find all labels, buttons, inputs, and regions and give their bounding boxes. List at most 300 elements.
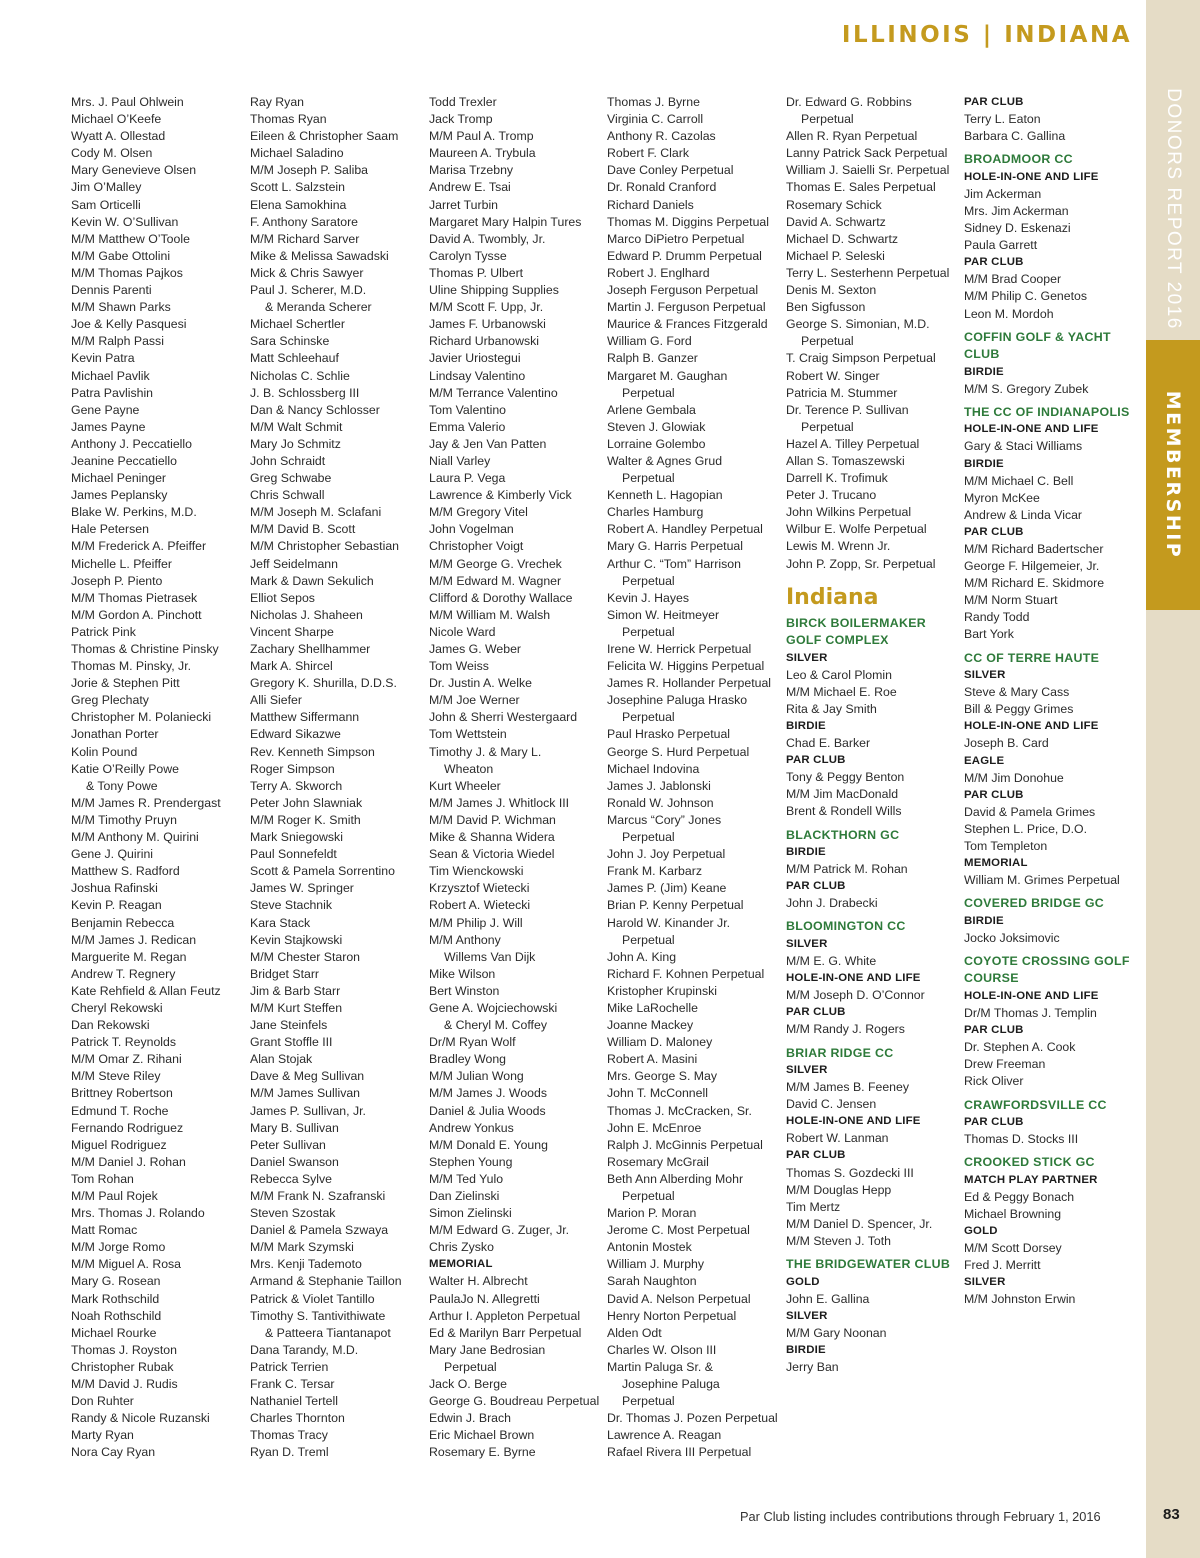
donor-name: Mike Wilson [429, 966, 496, 981]
donor-name-continued: Perpetual [801, 112, 854, 127]
donor-name: Mrs. J. Paul Ohlwein [71, 95, 184, 109]
donor-name: M/M S. Gregory Zubek [964, 381, 1089, 396]
donor-name: John E. Gallina [786, 1291, 870, 1306]
donor-name: James Payne [71, 419, 146, 434]
donor-name: Robert J. Englhard [607, 265, 710, 280]
donor-name: PaulaJo N. Allegretti [429, 1291, 540, 1306]
side-section-tab [1146, 340, 1200, 610]
donor-name: Bridget Starr [250, 966, 320, 981]
donor-name: M/M James J. Whitlock III [429, 795, 570, 810]
donor-name: Jarret Turbin [429, 197, 499, 212]
donor-name: Ed & Peggy Bonach [964, 1189, 1075, 1204]
giving-level-heading: GOLD [786, 1275, 820, 1288]
donor-name: M/M Chester Staron [250, 949, 361, 964]
donor-name: Andrew E. Tsai [429, 180, 511, 195]
donor-name: Carolyn Tysse [429, 248, 507, 263]
donor-name: M/M Gordon A. Pinchott [71, 607, 202, 622]
donor-name-continued: Wheaton [444, 761, 494, 776]
giving-level-heading: SILVER [786, 651, 828, 664]
donor-name: M/M Joseph P. Saliba [250, 163, 369, 178]
donor-name: Matt Schleehauf [250, 351, 339, 366]
donor-name: Thomas M. Diggins Perpetual [607, 214, 769, 229]
donor-name: Paul J. Scherer, M.D. [250, 283, 367, 298]
donor-name: Blake W. Perkins, M.D. [71, 505, 197, 520]
donor-name: Daniel & Julia Woods [429, 1103, 546, 1118]
page-number: 83 [1163, 1506, 1180, 1523]
donor-name: Allan S. Tomaszewski [786, 453, 905, 468]
donor-name: Tony & Peggy Benton [786, 770, 905, 785]
donor-name: Elena Samokhina [250, 197, 347, 212]
donor-name: Irene W. Herrick Perpetual [607, 642, 752, 656]
donor-name: Peter J. Trucano [786, 488, 877, 503]
donor-name: Gene Payne [71, 402, 140, 417]
club-heading: COYOTE CROSSING GOLF COURSE [964, 953, 1130, 986]
donor-name: Jim O’Malley [71, 180, 142, 195]
side-report-cell [1146, 80, 1200, 338]
donor-name: Kevin W. O’Sullivan [71, 214, 179, 229]
club-heading: COVERED BRIDGE GC [964, 896, 1105, 911]
donor-name: James Peplansky [71, 488, 168, 503]
donor-name: Thomas & Christine Pinsky [71, 642, 219, 656]
donor-name: Thomas E. Sales Perpetual [786, 180, 936, 195]
donor-name: George G. Boudreau Perpetual [429, 1394, 600, 1409]
donor-name: Richard Urbanowski [429, 334, 540, 349]
side-band [1146, 0, 1200, 1558]
donor-name: Eric Michael Brown [429, 1428, 535, 1443]
donor-name: Rosemary Schick [786, 197, 882, 212]
donor-name: Don Ruhter [71, 1394, 134, 1409]
donor-name: Andrew T. Regnery [71, 966, 176, 981]
donor-name: Niall Varley [429, 453, 491, 468]
donor-name: Timothy S. Tantivithiwate [250, 1308, 386, 1323]
donor-name: Terry L. Sesterhenn Perpetual [786, 265, 950, 280]
donor-name: Mrs. Jim Ackerman [964, 203, 1069, 218]
donor-name: Bert Winston [429, 983, 500, 998]
donor-name: Dr. Stephen A. Cook [964, 1040, 1076, 1055]
donor-name: Arlene Gembala [607, 402, 696, 417]
donor-name: Rebecca Sylve [250, 1171, 333, 1186]
donor-name: Daniel & Pamela Szwaya [250, 1223, 389, 1238]
donor-name: Mary Jane Bedrosian [429, 1342, 546, 1357]
donor-name: Lanny Patrick Sack Perpetual [786, 146, 948, 161]
donor-name: Terry L. Eaton [964, 112, 1041, 127]
giving-level-heading: SILVER [786, 1309, 828, 1322]
donor-name: Wyatt A. Ollestad [71, 129, 166, 144]
donor-name: Mike LaRochelle [607, 1000, 698, 1015]
donor-name: Fernando Rodriguez [71, 1120, 184, 1135]
donor-name: Greg Schwabe [250, 471, 332, 486]
giving-level-heading: HOLE-IN-ONE AND LIFE [964, 170, 1099, 183]
donor-name: M/M Philip J. Will [429, 915, 523, 930]
donor-name: Lorraine Golembo [607, 436, 706, 451]
donor-name: Steve & Mary Cass [964, 685, 1070, 700]
donor-name: Walter H. Albrecht [429, 1274, 528, 1289]
club-heading: THE BRIDGEWATER CLUB [786, 1257, 951, 1272]
donor-name: M/M Terrance Valentino [429, 385, 558, 400]
donor-name: Jane Steinfels [250, 1018, 328, 1033]
donor-name: Cheryl Rekowski [71, 1000, 163, 1015]
donor-name: Joe & Kelly Pasquesi [71, 317, 187, 332]
donor-name: Martin J. Ferguson Perpetual [607, 300, 766, 315]
donor-name: Mark Rothschild [71, 1291, 160, 1306]
donor-name: Katie O’Reilly Powe [71, 761, 179, 776]
donor-name: Charles W. Olson III [607, 1342, 717, 1357]
donor-name: Greg Plechaty [71, 693, 149, 708]
donor-name-continued: Perpetual [444, 1359, 497, 1374]
donor-name: M/M Joseph D. O’Connor [786, 988, 925, 1003]
donor-name: Patrick Terrien [250, 1359, 329, 1374]
donor-name: Christopher M. Polaniecki [71, 710, 212, 725]
donor-name: M/M Richard Badertscher [964, 541, 1104, 556]
club-heading: CRAWFORDSVILLE CC [964, 1097, 1107, 1112]
donor-name: Dr/M Ryan Wolf [429, 1035, 516, 1050]
donor-name: Michael Indovina [607, 761, 700, 776]
club-heading: THE CC OF INDIANAPOLIS [964, 404, 1130, 419]
giving-level-heading: EAGLE [964, 754, 1005, 767]
donor-name: Frank C. Tersar [250, 1377, 335, 1392]
donor-name: Dan & Nancy Schlosser [250, 402, 380, 417]
donor-name: M/M Thomas Pietrasek [71, 590, 198, 605]
donor-name: William J. Murphy [607, 1257, 705, 1272]
giving-level-heading: BIRDIE [964, 914, 1004, 927]
donor-name: M/M Johnston Erwin [964, 1292, 1076, 1307]
state-heading: Indiana [786, 584, 879, 610]
donor-name: Thomas D. Stocks III [964, 1132, 1079, 1147]
giving-level-heading: PAR CLUB [964, 1116, 1024, 1128]
donor-name: Drew Freeman [964, 1057, 1046, 1072]
donor-name: Jay & Jen Van Patten [429, 436, 547, 451]
donor-name: Mary G. Harris Perpetual [607, 539, 743, 554]
donor-name: M/M Scott F. Upp, Jr. [429, 300, 544, 315]
donor-name: Michael D. Schwartz [786, 231, 899, 246]
side-section-label: MEMBERSHIP [1162, 390, 1184, 560]
donor-name: Terry A. Skworch [250, 778, 343, 793]
donor-name: Marion P. Moran [607, 1206, 697, 1221]
giving-level-heading: HOLE-IN-ONE AND LIFE [964, 989, 1099, 1002]
donor-name: M/M Thomas Pajkos [71, 265, 183, 280]
donor-name: Margaret M. Gaughan [607, 368, 728, 383]
donor-name: Jim & Barb Starr [250, 983, 341, 998]
giving-level-heading: SILVER [964, 669, 1006, 682]
donor-name: Mike & Melissa Sawadski [250, 248, 389, 263]
giving-level-heading: PAR CLUB [786, 1006, 846, 1019]
donor-name: Alan Stojak [250, 1052, 313, 1067]
donor-name: M/M Roger K. Smith [250, 812, 361, 827]
donor-name: William M. Grimes Perpetual [964, 873, 1120, 888]
donor-name: Dave & Meg Sullivan [250, 1069, 365, 1084]
donor-name: Jeanine Peccatiello [71, 453, 177, 468]
donor-name: Anthony J. Peccatiello [71, 436, 192, 451]
donor-name: Gregory K. Shurilla, D.D.S. [250, 676, 397, 691]
club-heading: BLACKTHORN GC [786, 827, 900, 842]
donor-name: Martin Paluga Sr. & [607, 1359, 713, 1374]
donor-name: M/M Joe Werner [429, 693, 520, 708]
club-heading: BIRCK BOILERMAKER GOLF COMPLEX [786, 615, 927, 648]
donor-name: M/M Mark Szymski [250, 1240, 354, 1255]
donor-name: Dr. Ronald Cranford [607, 180, 717, 195]
donor-name: M/M Ralph Passi [71, 334, 164, 349]
club-heading: CROOKED STICK GC [964, 1155, 1095, 1170]
giving-level-heading: SILVER [786, 1064, 828, 1076]
donor-name: Matthew Siffermann [250, 710, 360, 725]
club-heading: BROADMOOR CC [964, 152, 1073, 167]
donor-name: M/M Paul Rojek [71, 1189, 158, 1203]
donor-name: Andrew & Linda Vicar [964, 507, 1083, 522]
donor-name: Michelle L. Pfeiffer [71, 556, 172, 571]
donor-name: Charles Hamburg [607, 505, 704, 520]
donor-name: Grant Stoffle III [250, 1035, 333, 1050]
donor-name: Dan Zielinski [429, 1189, 500, 1203]
donor-name: Mary Jo Schmitz [250, 436, 341, 451]
giving-level-heading: SILVER [786, 937, 828, 950]
donor-name: John E. McEnroe [607, 1120, 702, 1135]
donor-name: Marcus “Cory” Jones [607, 812, 722, 827]
donor-name: James P. Sullivan, Jr. [250, 1103, 366, 1118]
donor-name: Sarah Naughton [607, 1274, 697, 1289]
donor-name: Jerome C. Most Perpetual [607, 1223, 750, 1238]
donor-name: Stephen Young [429, 1154, 513, 1169]
donor-name: Maureen A. Trybula [429, 146, 536, 161]
donor-name: Matt Romac [71, 1223, 138, 1238]
donor-name: Steve Stachnik [250, 898, 333, 913]
donor-name: Thomas J. Byrne [607, 95, 700, 109]
donor-name: Nicole Ward [429, 624, 496, 639]
donor-name: Rosemary McGrail [607, 1154, 709, 1169]
donor-name: Marisa Trzebny [429, 163, 514, 178]
giving-level-heading: PAR CLUB [786, 754, 846, 767]
donor-name: Mrs. Thomas J. Rolando [71, 1206, 205, 1221]
donor-name: Roger Simpson [250, 761, 335, 776]
donor-name: Jeff Seidelmann [250, 556, 338, 571]
club-heading: BLOOMINGTON CC [786, 919, 906, 934]
donor-name: T. Craig Simpson Perpetual [786, 351, 936, 366]
donor-name: Mrs. Kenji Tademoto [250, 1257, 362, 1272]
donor-name: Jack O. Berge [429, 1377, 507, 1392]
donor-name: Ronald W. Johnson [607, 795, 714, 810]
donor-name-continued: Perpetual [622, 573, 675, 588]
donor-name: Simon W. Heitmeyer [607, 607, 720, 622]
footer-note: Par Club listing includes contributions through February 1, 2016 [740, 1509, 1101, 1524]
donor-name: Robert A. Handley Perpetual [607, 522, 763, 537]
donor-name: Mark Sniegowski [250, 830, 343, 845]
donor-name-continued: Willems Van Dijk [444, 949, 536, 964]
donor-name-continued: & Meranda Scherer [265, 300, 372, 315]
donor-name: Allen R. Ryan Perpetual [786, 129, 918, 144]
donor-name: M/M Anthony [429, 932, 501, 947]
donor-name: Vincent Sharpe [250, 624, 334, 639]
donor-name: Krzysztof Wietecki [429, 881, 530, 896]
donor-name: Myron McKee [964, 490, 1040, 505]
donor-name: Harold W. Kinander Jr. [607, 915, 731, 930]
donor-name: Dana Tarandy, M.D. [250, 1342, 359, 1357]
donor-name: Leo & Carol Plomin [786, 667, 892, 682]
donor-name: Mark & Dawn Sekulich [250, 573, 374, 588]
donor-name: F. Anthony Saratore [250, 214, 359, 229]
donor-name: Rev. Kenneth Simpson [250, 744, 375, 759]
donor-name: M/M Patrick M. Rohan [786, 862, 908, 877]
donor-name: Jack Tromp [429, 112, 493, 127]
donor-name: Josephine Paluga Hrasko [607, 693, 748, 708]
donor-name: James G. Weber [429, 642, 522, 656]
donor-name: Steven J. Glowiak [607, 419, 706, 434]
donor-name: Thomas S. Gozdecki III [786, 1165, 914, 1180]
donor-name: Gene J. Quirini [71, 847, 154, 862]
donor-name: Randy & Nicole Ruzanski [71, 1411, 210, 1426]
donor-name: Rick Oliver [964, 1074, 1024, 1089]
donor-name: M/M Walt Schmit [250, 419, 343, 434]
donor-name: Felicita W. Higgins Perpetual [607, 659, 765, 674]
donor-name: M/M Frederick A. Pfeiffer [71, 539, 207, 554]
donor-name: M/M David B. Scott [250, 522, 356, 537]
donor-name: Dan Rekowski [71, 1018, 150, 1033]
donor-name: Dr/M Thomas J. Templin [964, 1006, 1097, 1021]
donor-name-continued: Perpetual [801, 334, 854, 349]
donor-name: Virginia C. Carroll [607, 112, 704, 127]
donor-name: Clifford & Dorothy Wallace [429, 590, 573, 605]
donor-name: Beth Ann Alberding Mohr [607, 1171, 744, 1186]
side-report-label: DONORS REPORT 2016 [1163, 88, 1184, 330]
donor-name: Denis M. Sexton [786, 283, 877, 298]
donor-name: M/M David J. Rudis [71, 1377, 178, 1392]
donor-name: Laura P. Vega [429, 471, 506, 486]
donor-name: M/M Jim MacDonald [786, 787, 899, 802]
donor-name: Peter John Slawniak [250, 795, 363, 810]
donor-name-continued: & Patteera Tiantanapot [265, 1325, 391, 1340]
donor-name: Dr. Thomas J. Pozen Perpetual [607, 1411, 778, 1426]
donor-name: Robert F. Clark [607, 146, 690, 161]
donor-name-continued: Perpetual [622, 932, 675, 947]
donor-name: Sara Schinske [250, 334, 330, 349]
donor-name: Nicholas J. Shaheen [250, 607, 363, 622]
donor-name: Andrew Yonkus [429, 1120, 514, 1135]
donor-name: Daniel Swanson [250, 1154, 339, 1169]
donor-name: Ben Sigfusson [786, 300, 866, 315]
donor-name: M/M Julian Wong [429, 1069, 524, 1084]
donor-name: George S. Simonian, M.D. [786, 317, 930, 332]
donor-name: Patricia M. Stummer [786, 385, 898, 400]
donor-name: Chris Schwall [250, 488, 325, 503]
donor-name: M/M Michael E. Roe [786, 684, 897, 699]
donor-name: M/M Edward M. Wagner [429, 573, 562, 588]
donor-name: James R. Hollander Perpetual [607, 676, 772, 691]
donor-name: John J. Joy Perpetual [607, 847, 726, 862]
donor-name: Lawrence A. Reagan [607, 1428, 722, 1443]
donor-name: Tom Wettstein [429, 727, 507, 742]
donor-name: M/M Joseph M. Sclafani [250, 505, 382, 520]
donor-name: John A. King [607, 949, 677, 964]
donor-name: Robert W. Singer [786, 368, 880, 383]
donor-name: Ralph J. McGinnis Perpetual [607, 1137, 763, 1152]
donor-name: Marguerite M. Regan [71, 949, 187, 964]
donor-name: Tom Valentino [429, 402, 507, 417]
donor-name: Thomas J. McCracken, Sr. [607, 1103, 752, 1118]
donor-name: George F. Hilgemeier, Jr. [964, 559, 1100, 574]
donor-name: Peter Sullivan [250, 1137, 326, 1152]
donor-name: Henry Norton Perpetual [607, 1308, 737, 1323]
donor-name: Cody M. Olsen [71, 146, 153, 161]
donor-name: Zachary Shellhammer [250, 642, 371, 656]
donor-name: Kurt Wheeler [429, 778, 501, 793]
donor-name: Richard F. Kohnen Perpetual [607, 966, 765, 981]
page-header-title: ILLINOIS | INDIANA [841, 22, 1132, 48]
donor-name: John P. Zopp, Sr. Perpetual [786, 556, 936, 571]
donor-name: M/M James Sullivan [250, 1086, 361, 1101]
donor-name: Dave Conley Perpetual [607, 163, 734, 178]
donor-name: Patrick T. Reynolds [71, 1035, 177, 1050]
donor-name: Darrell K. Trofimuk [786, 471, 888, 486]
donor-name: John Schraidt [250, 453, 326, 468]
giving-level-heading: BIRDIE [786, 846, 826, 859]
donor-name: M/M E. G. White [786, 954, 877, 969]
donor-name: Joseph Ferguson Perpetual [607, 283, 759, 298]
donor-name: Miguel Rodriguez [71, 1137, 167, 1152]
donor-name: Dr. Edward G. Robbins [786, 95, 912, 109]
donor-name: David C. Jensen [786, 1097, 877, 1112]
donor-name: Uline Shipping Supplies [429, 283, 559, 298]
donor-name: John & Sherri Westergaard [429, 710, 578, 725]
donor-name-continued: Josephine Paluga [622, 1377, 720, 1392]
donor-name: Kenneth L. Hagopian [607, 488, 723, 503]
donor-name: Tim Mertz [786, 1199, 841, 1214]
donor-name: Rafael Rivera III Perpetual [607, 1445, 752, 1460]
donor-name-continued: Perpetual [622, 1394, 675, 1409]
donor-name: Kolin Pound [71, 744, 138, 759]
donor-name: M/M Brad Cooper [964, 272, 1062, 287]
donor-name: Joanne Mackey [607, 1018, 694, 1033]
donor-name: Scott L. Salzstein [250, 180, 346, 195]
donor-name: Sidney D. Eskenazi [964, 221, 1071, 236]
donor-name: Ed & Marilyn Barr Perpetual [429, 1325, 582, 1340]
giving-level-heading: HOLE-IN-ONE AND LIFE [786, 1115, 921, 1128]
donor-name: Joseph B. Card [964, 736, 1049, 751]
donor-name: M/M James J. Woods [429, 1086, 547, 1101]
donor-name: James J. Jablonski [607, 778, 711, 793]
giving-level-heading: PAR CLUB [964, 525, 1024, 538]
donor-name: M/M Daniel J. Rohan [71, 1154, 186, 1169]
donor-name: M/M William M. Walsh [429, 607, 551, 622]
donor-name: John T. McConnell [607, 1086, 708, 1101]
donor-name: Alden Odt [607, 1325, 662, 1340]
donor-name: M/M Richard Sarver [250, 231, 360, 246]
donor-name-continued: & Tony Powe [86, 778, 158, 793]
donor-name: David & Pamela Grimes [964, 804, 1096, 819]
donor-name: Fred J. Merritt [964, 1258, 1041, 1273]
donor-name: Kara Stack [250, 915, 311, 930]
donor-name: Dr. Justin A. Welke [429, 676, 532, 691]
donor-name: Dennis Parenti [71, 283, 152, 298]
donor-name: James P. (Jim) Keane [607, 881, 727, 896]
donor-name: Brent & Rondell Wills [786, 804, 902, 819]
giving-level-heading: HOLE-IN-ONE AND LIFE [786, 972, 921, 985]
donor-name: John Vogelman [429, 522, 514, 537]
donor-name: Michael Pavlik [71, 368, 150, 383]
donor-name: Thomas Tracy [250, 1428, 328, 1443]
donor-name: Jocko Joksimovic [964, 930, 1060, 945]
donor-name: M/M Shawn Parks [71, 300, 171, 315]
donor-name: Christopher Rubak [71, 1359, 174, 1374]
donor-name: M/M Jim Donohue [964, 770, 1064, 785]
donor-name: Margaret Mary Halpin Tures [429, 214, 582, 229]
donor-name: Michael Browning [964, 1206, 1062, 1221]
donor-name: Sam Orticelli [71, 197, 141, 212]
donor-name: Robert W. Lanman [786, 1131, 889, 1146]
donor-name: Patrick Pink [71, 624, 136, 639]
club-heading: COFFIN GOLF & YACHT CLUB [964, 329, 1111, 362]
donor-column-1 [71, 94, 247, 1462]
donor-name: Edward P. Drumm Perpetual [607, 248, 762, 263]
donor-name: Arthur C. “Tom” Harrison [607, 556, 741, 571]
donor-name: Thomas P. Ulbert [429, 265, 524, 280]
